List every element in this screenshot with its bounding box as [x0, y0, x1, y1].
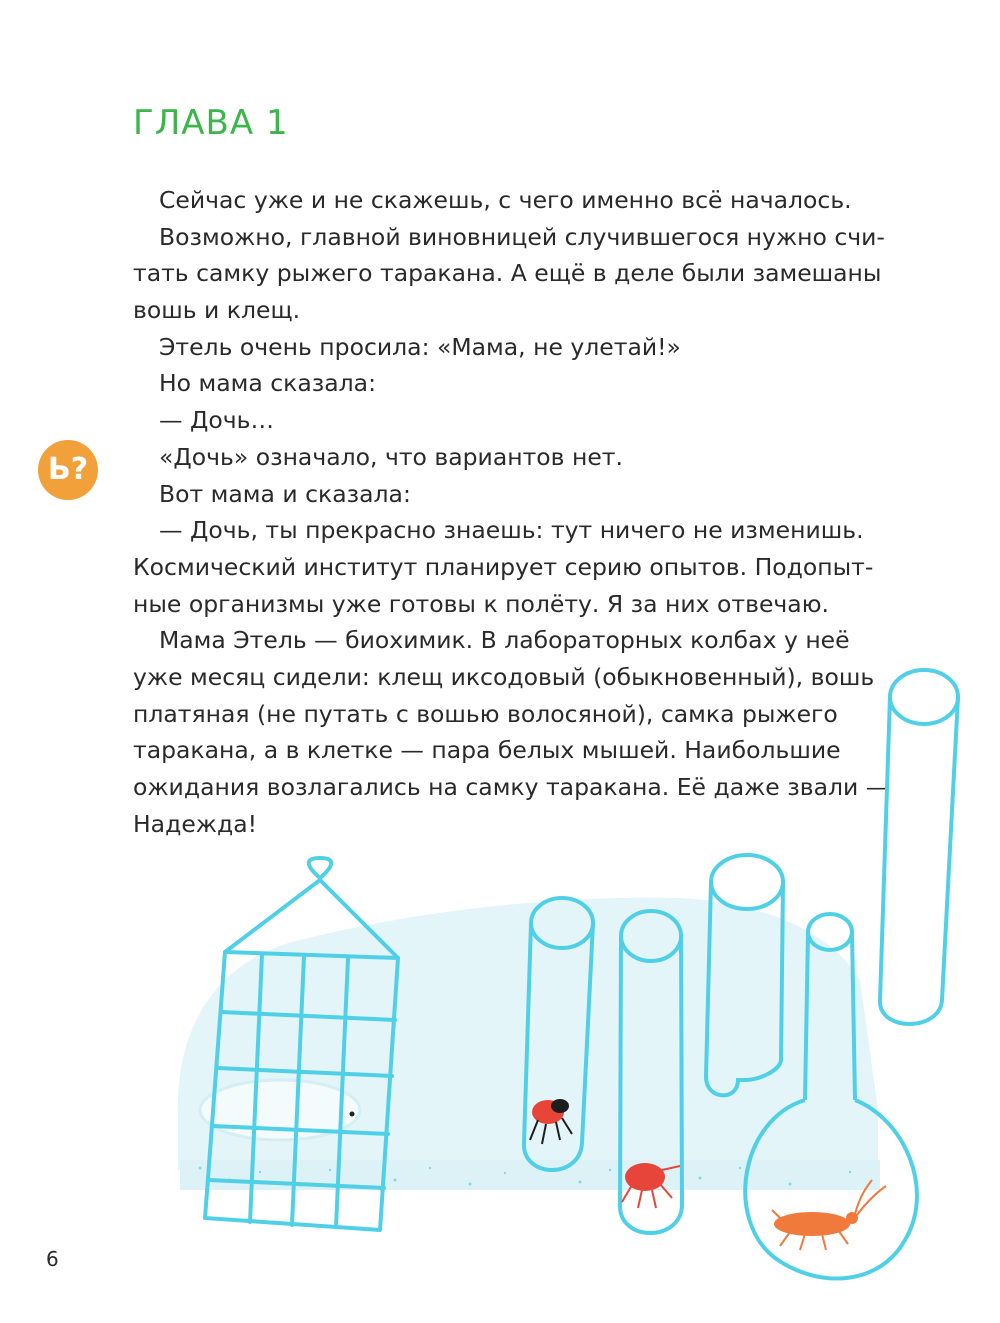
question-badge-icon[interactable]: Ь? — [38, 440, 98, 500]
text-line: Этель очень просила: «Мама, не улетай!» — [159, 332, 681, 361]
text-line: Космический институт планирует серию опытов. Подопыт- — [133, 552, 874, 581]
lab-illustration — [0, 640, 1000, 1323]
cockroach-icon — [772, 1180, 886, 1250]
text-line: «Дочь» означало, что вариантов нет. — [159, 442, 623, 471]
text-line: Но мама сказала: — [159, 369, 376, 398]
text-line: Вот мама и сказала: — [159, 479, 411, 508]
text-line: платяная (не путать с вошью волосяной), самка рыжего — [133, 699, 838, 728]
chapter-title: ГЛАВА 1 — [133, 103, 289, 143]
tallest-tube — [880, 670, 958, 1024]
floor-speckle — [180, 1160, 880, 1190]
text-line: таракана, а в клетке — пара белых мышей. Наибольшие — [133, 736, 841, 765]
text-line: Мама Этель — биохимик. В лабораторных колбах у неё — [159, 626, 850, 655]
text-line: тать самку рыжего таракана. А ещё в деле были замешаны — [133, 259, 882, 288]
text-line: Возможно, главной виновницей случившегося нужно счи- — [159, 222, 885, 251]
text-line: Надежда! — [133, 809, 258, 838]
text-line: Сейчас уже и не скажешь, с чего именно всё началось. — [159, 186, 852, 214]
text-line: ные организмы уже готовы к полёту. Я за них отвечаю. — [133, 589, 829, 618]
page-number: 6 — [46, 1247, 59, 1271]
text-line: — Дочь, ты прекрасно знаешь: тут ничего не изменишь. — [159, 516, 864, 545]
text-line: — Дочь… — [159, 406, 274, 435]
text-line: ожидания возлагались на самку таракана. Её даже звали — — [133, 773, 890, 801]
text-line: уже месяц сидели: клещ иксодовый (обыкновенный), вошь — [133, 662, 875, 691]
text-line: вошь и клещ. — [133, 296, 301, 325]
